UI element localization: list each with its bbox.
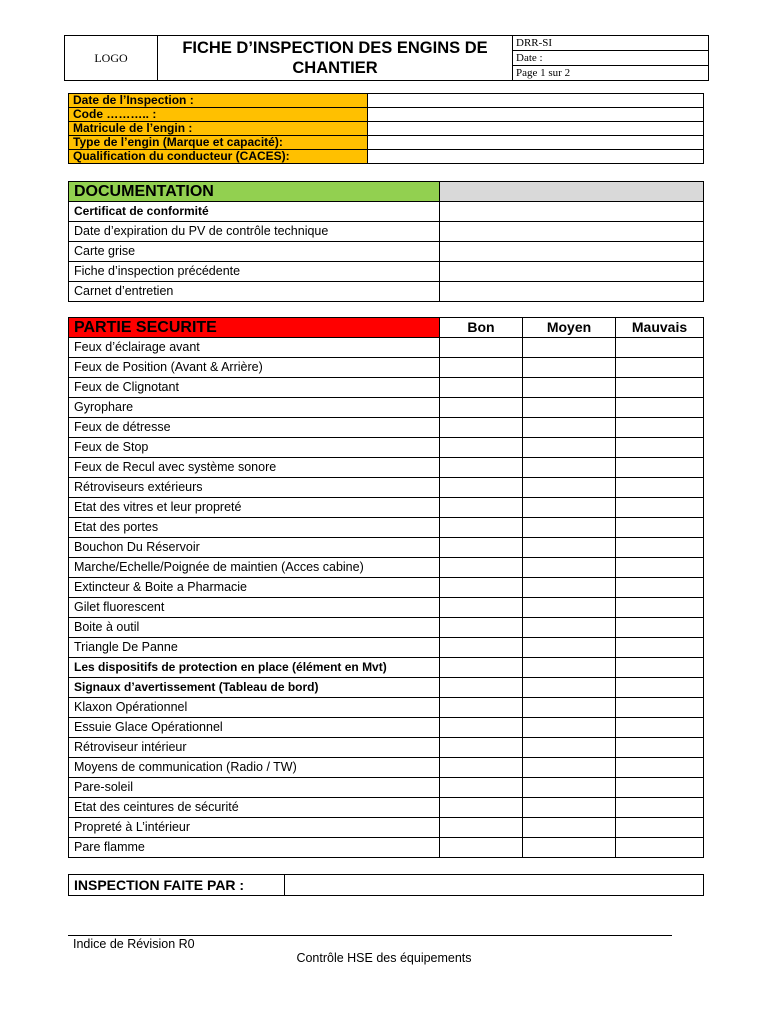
check-item-label: Etat des portes xyxy=(69,518,440,538)
doc-row-label: Fiche d’inspection précédente xyxy=(69,262,440,282)
check-bon-cell[interactable] xyxy=(440,658,523,678)
check-item-label: Feux de détresse xyxy=(69,418,440,438)
column-bon: Bon xyxy=(440,318,523,338)
info-value-field[interactable] xyxy=(368,108,704,122)
check-item-label: Pare flamme xyxy=(69,838,440,858)
table-row xyxy=(69,458,704,478)
check-moyen-cell[interactable] xyxy=(523,478,616,498)
check-bon-cell[interactable] xyxy=(440,818,523,838)
check-bon-cell[interactable] xyxy=(440,578,523,598)
doc-row-field[interactable] xyxy=(440,222,704,242)
check-moyen-cell[interactable] xyxy=(523,678,616,698)
securite-table xyxy=(68,317,704,858)
check-item-label: Extincteur & Boite a Pharmacie xyxy=(69,578,440,598)
doc-row-field[interactable] xyxy=(440,282,704,302)
table-row xyxy=(69,418,704,438)
table-row xyxy=(69,378,704,398)
check-item-label: Gyrophare xyxy=(69,398,440,418)
check-moyen-cell[interactable] xyxy=(523,518,616,538)
table-row xyxy=(69,798,704,818)
check-bon-cell[interactable] xyxy=(440,338,523,358)
check-bon-cell[interactable] xyxy=(440,398,523,418)
logo: LOGO xyxy=(65,36,158,81)
inspector-name-field[interactable] xyxy=(285,875,704,896)
check-mauvais-cell[interactable] xyxy=(616,838,704,858)
check-mauvais-cell[interactable] xyxy=(616,518,704,538)
inspection-signoff xyxy=(68,874,704,896)
table-row xyxy=(69,338,704,358)
check-moyen-cell[interactable] xyxy=(523,538,616,558)
check-item-label: Bouchon Du Réservoir xyxy=(69,538,440,558)
check-item-label: Boite à outil xyxy=(69,618,440,638)
check-moyen-cell[interactable] xyxy=(523,618,616,638)
check-moyen-cell[interactable] xyxy=(523,758,616,778)
check-moyen-cell[interactable] xyxy=(523,818,616,838)
documentation-header-cell xyxy=(440,182,704,202)
check-mauvais-cell[interactable] xyxy=(616,578,704,598)
check-item-label: Gilet fluorescent xyxy=(69,598,440,618)
info-value-field[interactable] xyxy=(368,150,704,164)
check-moyen-cell[interactable] xyxy=(523,498,616,518)
page-number: Page 1 sur 2 xyxy=(513,66,709,81)
check-mauvais-cell[interactable] xyxy=(616,778,704,798)
table-row xyxy=(69,558,704,578)
table-row xyxy=(69,578,704,598)
securite-title: PARTIE SECURITE xyxy=(69,318,440,338)
check-mauvais-cell[interactable] xyxy=(616,358,704,378)
check-bon-cell[interactable] xyxy=(440,458,523,478)
check-mauvais-cell[interactable] xyxy=(616,478,704,498)
check-bon-cell[interactable] xyxy=(440,678,523,698)
check-bon-cell[interactable] xyxy=(440,478,523,498)
table-row xyxy=(69,438,704,458)
doc-row-field[interactable] xyxy=(440,242,704,262)
check-item-label: Feux de Recul avec système sonore xyxy=(69,458,440,478)
info-label: Code ……….. : xyxy=(69,108,368,122)
check-mauvais-cell[interactable] xyxy=(616,758,704,778)
check-mauvais-cell[interactable] xyxy=(616,618,704,638)
doc-row-field[interactable] xyxy=(440,262,704,282)
check-moyen-cell[interactable] xyxy=(523,798,616,818)
check-moyen-cell[interactable] xyxy=(523,738,616,758)
table-row xyxy=(69,678,704,698)
table-row xyxy=(69,538,704,558)
check-bon-cell[interactable] xyxy=(440,758,523,778)
check-moyen-cell[interactable] xyxy=(523,578,616,598)
check-moyen-cell[interactable] xyxy=(523,838,616,858)
check-moyen-cell[interactable] xyxy=(523,558,616,578)
table-row xyxy=(69,738,704,758)
check-mauvais-cell[interactable] xyxy=(616,538,704,558)
check-mauvais-cell[interactable] xyxy=(616,418,704,438)
check-mauvais-cell[interactable] xyxy=(616,498,704,518)
check-moyen-cell[interactable] xyxy=(523,418,616,438)
check-bon-cell[interactable] xyxy=(440,418,523,438)
column-moyen: Moyen xyxy=(523,318,616,338)
check-moyen-cell[interactable] xyxy=(523,698,616,718)
check-bon-cell[interactable] xyxy=(440,778,523,798)
check-item-label: Feux de Clignotant xyxy=(69,378,440,398)
check-item-label: Feux de Position (Avant & Arrière) xyxy=(69,358,440,378)
check-mauvais-cell[interactable] xyxy=(616,678,704,698)
check-item-label: Rétroviseur intérieur xyxy=(69,738,440,758)
check-mauvais-cell[interactable] xyxy=(616,378,704,398)
table-row xyxy=(69,518,704,538)
check-bon-cell[interactable] xyxy=(440,618,523,638)
check-mauvais-cell[interactable] xyxy=(616,398,704,418)
form-header xyxy=(64,35,709,81)
check-bon-cell[interactable] xyxy=(440,738,523,758)
check-item-label: Les dispositifs de protection en place (élément en Mvt) xyxy=(69,658,440,678)
check-item-label: Rétroviseurs extérieurs xyxy=(69,478,440,498)
check-mauvais-cell[interactable] xyxy=(616,818,704,838)
page-title: FICHE D’INSPECTION DES ENGINS DE CHANTIER xyxy=(158,36,513,81)
check-mauvais-cell[interactable] xyxy=(616,698,704,718)
check-bon-cell[interactable] xyxy=(440,718,523,738)
table-row xyxy=(69,718,704,738)
check-moyen-cell[interactable] xyxy=(523,398,616,418)
column-mauvais: Mauvais xyxy=(616,318,704,338)
table-row xyxy=(69,778,704,798)
check-moyen-cell[interactable] xyxy=(523,358,616,378)
check-item-label: Pare-soleil xyxy=(69,778,440,798)
check-moyen-cell[interactable] xyxy=(523,778,616,798)
check-bon-cell[interactable] xyxy=(440,358,523,378)
check-bon-cell[interactable] xyxy=(440,638,523,658)
footer-title: Contrôle HSE des équipements xyxy=(296,951,472,965)
check-item-label: Signaux d’avertissement (Tableau de bord) xyxy=(69,678,440,698)
check-item-label: Essuie Glace Opérationnel xyxy=(69,718,440,738)
check-bon-cell[interactable] xyxy=(440,558,523,578)
check-moyen-cell[interactable] xyxy=(523,598,616,618)
check-item-label: Feux de Stop xyxy=(69,438,440,458)
check-bon-cell[interactable] xyxy=(440,698,523,718)
check-moyen-cell[interactable] xyxy=(523,638,616,658)
info-label: Matricule de l’engin : xyxy=(69,122,368,136)
check-moyen-cell[interactable] xyxy=(523,458,616,478)
table-row xyxy=(69,758,704,778)
check-bon-cell[interactable] xyxy=(440,438,523,458)
check-bon-cell[interactable] xyxy=(440,798,523,818)
documentation-table xyxy=(68,181,704,302)
check-mauvais-cell[interactable] xyxy=(616,558,704,578)
check-item-label: Propreté à L’intérieur xyxy=(69,818,440,838)
check-moyen-cell[interactable] xyxy=(523,718,616,738)
check-item-label: Klaxon Opérationnel xyxy=(69,698,440,718)
table-row xyxy=(69,698,704,718)
table-row xyxy=(69,478,704,498)
check-bon-cell[interactable] xyxy=(440,518,523,538)
info-value-field[interactable] xyxy=(368,136,704,150)
check-mauvais-cell[interactable] xyxy=(616,638,704,658)
doc-row-label: Carnet d’entretien xyxy=(69,282,440,302)
doc-row-label: Carte grise xyxy=(69,242,440,262)
info-value-field[interactable] xyxy=(368,94,704,108)
table-row xyxy=(69,498,704,518)
table-row xyxy=(69,618,704,638)
footer-divider xyxy=(68,935,672,936)
table-row xyxy=(69,658,704,678)
check-item-label: Marche/Echelle/Poignée de maintien (Acces cabine) xyxy=(69,558,440,578)
check-bon-cell[interactable] xyxy=(440,838,523,858)
check-bon-cell[interactable] xyxy=(440,538,523,558)
check-bon-cell[interactable] xyxy=(440,598,523,618)
doc-row-field[interactable] xyxy=(440,202,704,222)
doc-row-label: Certificat de conformité xyxy=(69,202,440,222)
table-row xyxy=(69,838,704,858)
check-item-label: Etat des vitres et leur propreté xyxy=(69,498,440,518)
doc-row-label: Date d’expiration du PV de contrôle technique xyxy=(69,222,440,242)
check-moyen-cell[interactable] xyxy=(523,438,616,458)
check-bon-cell[interactable] xyxy=(440,498,523,518)
info-label: Qualification du conducteur (CACES): xyxy=(69,150,368,164)
check-item-label: Moyens de communication (Radio / TW) xyxy=(69,758,440,778)
check-mauvais-cell[interactable] xyxy=(616,438,704,458)
doc-reference: DRR-SI xyxy=(513,36,709,51)
check-bon-cell[interactable] xyxy=(440,378,523,398)
table-row xyxy=(69,598,704,618)
check-moyen-cell[interactable] xyxy=(523,658,616,678)
table-row xyxy=(69,818,704,838)
check-mauvais-cell[interactable] xyxy=(616,598,704,618)
check-item-label: Feux d’éclairage avant xyxy=(69,338,440,358)
check-item-label: Etat des ceintures de sécurité xyxy=(69,798,440,818)
check-mauvais-cell[interactable] xyxy=(616,738,704,758)
documentation-title: DOCUMENTATION xyxy=(69,182,440,202)
info-label: Type de l’engin (Marque et capacité): xyxy=(69,136,368,150)
info-label: Date de l’Inspection : xyxy=(69,94,368,108)
check-mauvais-cell[interactable] xyxy=(616,458,704,478)
info-value-field[interactable] xyxy=(368,122,704,136)
revision-index: Indice de Révision R0 xyxy=(73,937,195,951)
check-mauvais-cell[interactable] xyxy=(616,798,704,818)
check-mauvais-cell[interactable] xyxy=(616,718,704,738)
check-mauvais-cell[interactable] xyxy=(616,338,704,358)
doc-date: Date : xyxy=(513,51,709,66)
check-moyen-cell[interactable] xyxy=(523,378,616,398)
table-row xyxy=(69,638,704,658)
inspector-label: INSPECTION FAITE PAR : xyxy=(69,875,285,896)
check-item-label: Triangle De Panne xyxy=(69,638,440,658)
check-moyen-cell[interactable] xyxy=(523,338,616,358)
table-row xyxy=(69,358,704,378)
inspection-info-table xyxy=(68,93,704,164)
check-mauvais-cell[interactable] xyxy=(616,658,704,678)
table-row xyxy=(69,398,704,418)
